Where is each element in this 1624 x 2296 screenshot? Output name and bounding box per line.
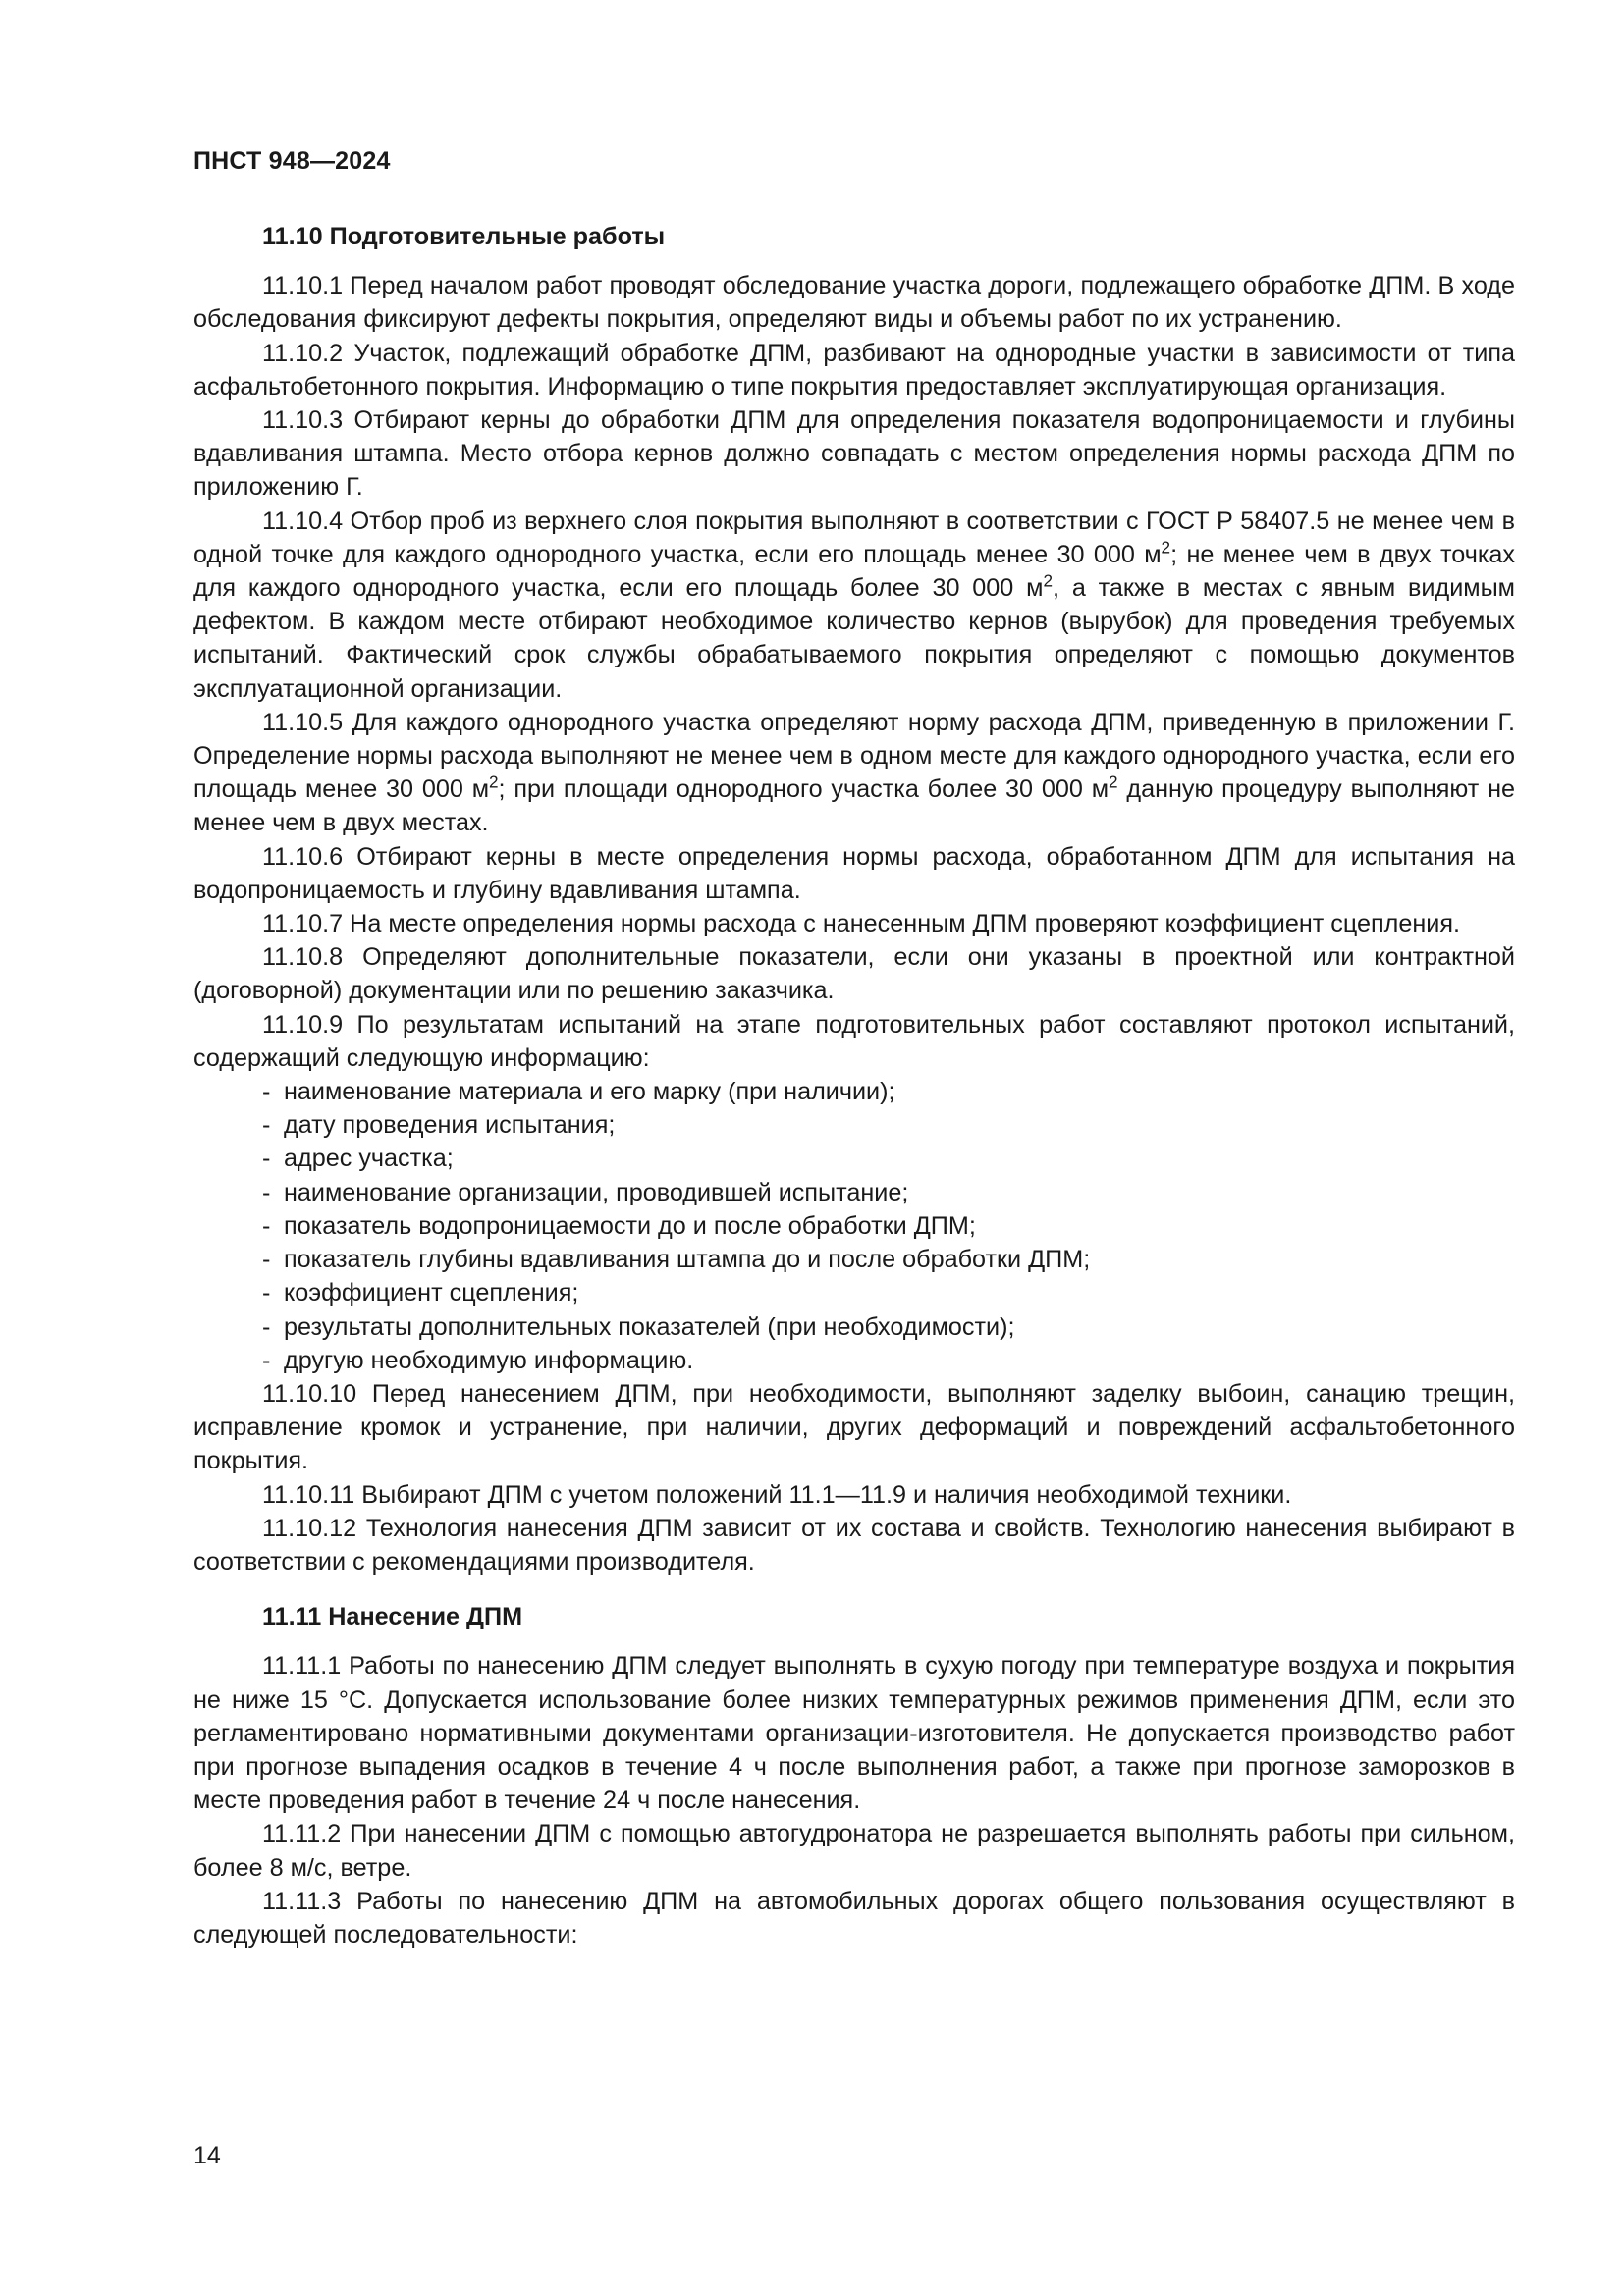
list-item-text: другую необходимую информацию. <box>284 1346 694 1374</box>
paragraph-11-10-5-part-c: данную процедуру выполняют не менее чем в двух местах. <box>193 775 1515 837</box>
paragraph-11-10-8: 11.10.8 Определяют дополнительные показатели, если они указаны в проектной или контрактной (договорной) документации или по решению заказчика. <box>193 943 1515 1005</box>
paragraph-11-10-7: 11.10.7 На месте определения нормы расхода с нанесенным ДПМ проверяют коэффициент сцепления. <box>262 910 1460 938</box>
list-item <box>262 1142 1515 1175</box>
list-dash: - <box>262 1145 271 1173</box>
list-item-text: показатель глубины вдавливания штампа до и после обработки ДПМ; <box>284 1246 1091 1274</box>
paragraph-11-11-1: 11.11.1 Работы по нанесению ДПМ следует выполнять в сухую погоду при температуре воздуха и покрытия не ниже 15 °С. Допускается использование более низких температурных режимов применения ДПМ, если это регламентировано нормативными документами организации-изготовителя. Не допускается производство работ при прогнозе выпадения осадков в течение 4 ч после выполнения работ, а также при прогнозе заморозков в месте проведения работ в течение 24 ч после нанесения. <box>193 1652 1515 1815</box>
list-item-text: наименование организации, проводившей испытание; <box>284 1178 909 1206</box>
superscript-square: 2 <box>1109 772 1118 792</box>
list-dash: - <box>262 1346 271 1374</box>
paragraph-11-11-3: 11.11.3 Работы по нанесению ДПМ на автомобильных дорогах общего пользования осуществляют в следующей последовательности: <box>193 1887 1515 1949</box>
paragraph-11-10-1: 11.10.1 Перед началом работ проводят обследование участка дороги, подлежащего обработке ДПМ. В ходе обследования фиксируют дефекты покрытия, определяют виды и объемы работ по их устранению. <box>193 272 1515 334</box>
paragraph-11-10-5-part-b: ; при площади однородного участка более 30 000 м <box>498 775 1110 804</box>
list-item <box>262 1344 1515 1377</box>
paragraph-11-10-5 <box>193 706 1515 840</box>
list-item-text: наименование материала и его марку (при наличии); <box>284 1078 895 1106</box>
page-header-standard-code: ПНСТ 948—2024 <box>193 147 391 175</box>
paragraph-11-10-6: 11.10.6 Отбирают керны в месте определения нормы расхода, обработанном ДПМ для испытания на водопроницаемость и глубину вдавливания штампа. <box>193 842 1515 904</box>
paragraph-11-10-9: 11.10.9 По результатам испытаний на этапе подготовительных работ составляют протокол испытаний, содержащий следующую информацию: <box>193 1010 1515 1072</box>
paragraph-11-10-4-part-c: , а также в местах с явным видимым дефектом. В каждом месте отбирают необходимое количество кернов (вырубок) для проведения требуемых испытаний. Фактический срок службы обрабатываемого покрытия определяют с помощью документов эксплуатационной организации. <box>193 574 1515 703</box>
protocol-info-list <box>193 1075 1515 1377</box>
section-title-11-10: 11.10 Подготовительные работы <box>262 223 666 250</box>
list-item-text: коэффициент сцепления; <box>284 1279 579 1308</box>
list-item <box>262 1176 1515 1209</box>
list-dash: - <box>262 1178 271 1206</box>
list-dash: - <box>262 1312 271 1341</box>
list-item <box>262 1108 1515 1142</box>
list-dash: - <box>262 1111 271 1140</box>
list-item <box>262 1243 1515 1276</box>
list-item-text: дату проведения испытания; <box>284 1111 616 1140</box>
section-title-11-11: 11.11 Нанесение ДПМ <box>262 1603 523 1631</box>
paragraph-11-10-4-part-a: 11.10.4 Отбор проб из верхнего слоя покрытия выполняют в соответствии с ГОСТ Р 58407.5 не менее чем в одной точке для каждого однородного участка, если его площадь менее 30 000 м <box>193 507 1515 568</box>
list-item <box>262 1276 1515 1309</box>
list-item-text: показатель водопроницаемости до и после обработки ДПМ; <box>284 1211 976 1240</box>
list-dash: - <box>262 1279 271 1308</box>
list-dash: - <box>262 1211 271 1240</box>
list-item <box>262 1310 1515 1344</box>
paragraph-11-10-10: 11.10.10 Перед нанесением ДПМ, при необходимости, выполняют заделку выбоин, санацию трещин, исправление кромок и устранение, при наличии, других деформаций и повреждений асфальтобетонного покрытия. <box>193 1379 1515 1475</box>
superscript-square: 2 <box>1161 537 1171 558</box>
list-dash: - <box>262 1246 271 1274</box>
list-item <box>262 1075 1515 1108</box>
paragraph-11-10-11: 11.10.11 Выбирают ДПМ с учетом положений 11.1—11.9 и наличия необходимой техники. <box>262 1480 1292 1509</box>
list-item-text: адрес участка; <box>284 1145 454 1173</box>
paragraph-11-10-4 <box>193 505 1515 706</box>
list-item-text: результаты дополнительных показателей (при необходимости); <box>284 1312 1015 1341</box>
document-body <box>193 220 1515 1951</box>
superscript-square: 2 <box>489 772 499 792</box>
paragraph-11-10-12: 11.10.12 Технология нанесения ДПМ зависит от их состава и свойств. Технологию нанесения выбирают в соответствии с рекомендациями производителя. <box>193 1514 1515 1575</box>
page-number: 14 <box>193 2142 221 2169</box>
paragraph-11-10-2: 11.10.2 Участок, подлежащий обработке ДПМ, разбивают на однородные участки в зависимости от типа асфальтобетонного покрытия. Информацию о типе покрытия предоставляет эксплуатирующая организация. <box>193 339 1515 400</box>
list-item <box>262 1209 1515 1243</box>
list-dash: - <box>262 1078 271 1106</box>
paragraph-11-10-5-part-a: 11.10.5 Для каждого однородного участка определяют норму расхода ДПМ, приведенную в приложении Г. Определение нормы расхода выполняют не менее чем в одном месте для каждого однородного участка, если его площадь менее 30 000 м <box>193 708 1515 804</box>
paragraph-11-11-2: 11.11.2 При нанесении ДПМ с помощью автогудронатора не разрешается выполнять работы при сильном, более 8 м/с, ветре. <box>193 1820 1515 1882</box>
superscript-square: 2 <box>1043 570 1053 591</box>
paragraph-11-10-4-part-b: ; не менее чем в двух точках для каждого однородного участка, если его площадь более 30 000 м <box>193 540 1516 603</box>
paragraph-11-10-3: 11.10.3 Отбирают керны до обработки ДПМ для определения показателя водопроницаемости и глубины вдавливания штампа. Место отбора кернов должно совпадать с местом определения нормы расхода ДПМ по приложению Г. <box>193 406 1515 502</box>
